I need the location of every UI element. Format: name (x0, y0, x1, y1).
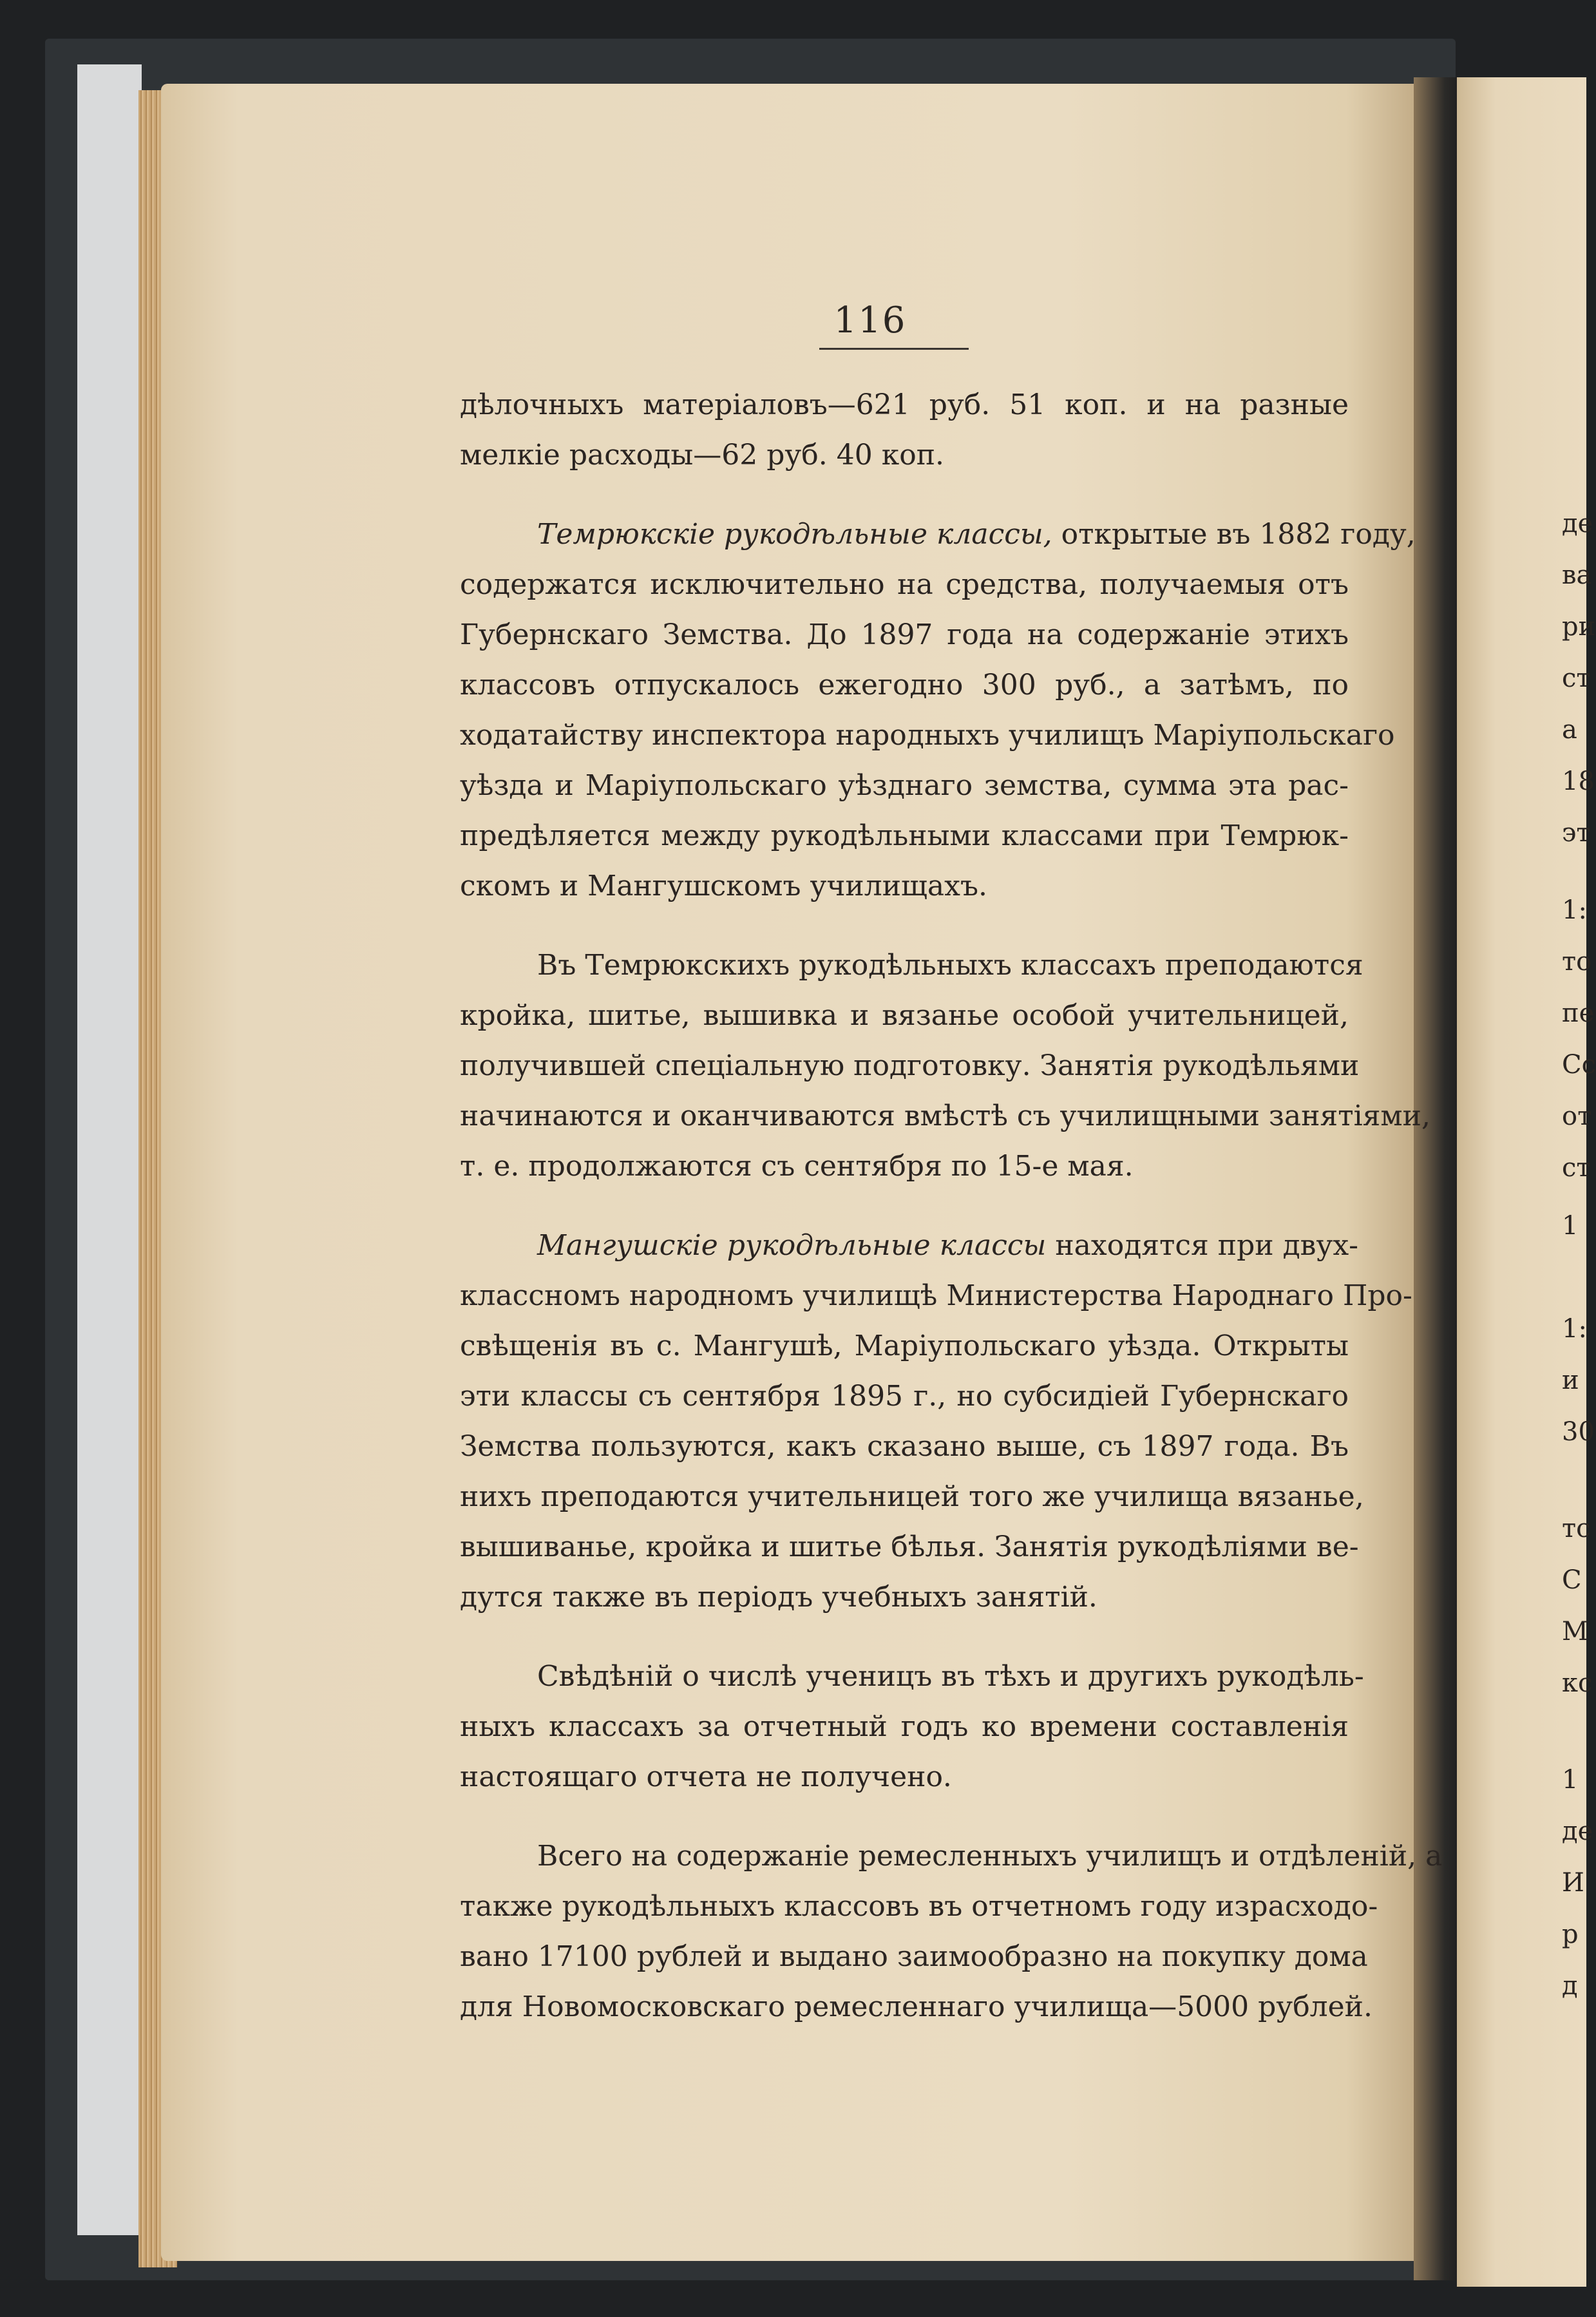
facing-page-fragment: де (1562, 1816, 1593, 1846)
line-text: ныхъ классахъ за отчетный годъ ко времени составленія (460, 1710, 1349, 1743)
facing-page-fragment: то (1562, 947, 1592, 977)
paragraph (460, 1652, 1364, 1802)
text-line (460, 1371, 1349, 1422)
text-line (460, 380, 1349, 430)
line-text: нихъ преподаются учительницей того же училища вязанье, (460, 1480, 1364, 1513)
line-text: кройка, шитье, вышивка и вязанье особой учительницей, (460, 999, 1349, 1032)
paragraph (460, 510, 1416, 911)
text-line (460, 1572, 1349, 1623)
facing-page-fragment: от (1562, 1101, 1592, 1131)
facing-page-fragment: де (1562, 509, 1593, 539)
text-line (460, 1752, 1349, 1802)
text-line (460, 811, 1349, 861)
facing-page-fragment: С (1562, 1565, 1582, 1595)
line-text: ходатайству инспектора народныхъ училищъ Маріупольскаго (460, 719, 1395, 752)
facing-page-fragment: кс (1562, 1668, 1593, 1698)
page-number-rule (819, 348, 969, 350)
paragraph (460, 940, 1430, 1192)
text-line (460, 1652, 1364, 1702)
line-text: предѣляется между рукодѣльными классами при Темрюк- (460, 819, 1349, 852)
facing-page-fragment: р (1562, 1920, 1579, 1949)
text-line (460, 1221, 1359, 1271)
body-text (460, 380, 1443, 2061)
line-text: для Новомосковскаго ремесленнаго училища—5000 рублей. (460, 1990, 1373, 2023)
text-line (460, 991, 1349, 1041)
line-text: также рукодѣльныхъ классовъ въ отчетномъ году израсходо- (460, 1890, 1378, 1923)
facing-page-fragment: М (1562, 1617, 1588, 1646)
line-text: Земства пользуются, какъ сказано выше, съ 1897 года. Въ (460, 1430, 1349, 1463)
facing-page-fragment: 1 (1562, 1765, 1579, 1795)
paragraph (460, 1221, 1412, 1623)
line-text: дѣлочныхъ матеріаловъ—621 руб. 51 коп. и на разные (460, 388, 1349, 421)
line-text: вано 17100 рублей и выдано заимообразно на покупку дома (460, 1940, 1368, 1973)
line-text: уѣзда и Маріупольскаго уѣзднаго земства, сумма эта рас- (460, 769, 1349, 802)
line-text: открытые въ 1882 году, (1052, 518, 1416, 551)
facing-page-fragment: ст (1562, 1153, 1591, 1183)
italic-heading: Мангушскіе рукодѣльные классы (537, 1229, 1047, 1262)
line-text: содержатся исключительно на средства, получаемыя отъ (460, 568, 1349, 601)
text-line (460, 1472, 1364, 1522)
line-text: Губернскаго Земства. До 1897 года на содержаніе этихъ (460, 618, 1349, 651)
line-text: вышиванье, кройка и шитье бѣлья. Занятія рукодѣліями ве- (460, 1530, 1359, 1563)
facing-page-fragment: тс (1562, 1514, 1591, 1543)
line-text: классномъ народномъ училищѣ Министерства Народнаго Про- (460, 1279, 1412, 1312)
line-text: т. е. продолжаются съ сентября по 15-е мая. (460, 1150, 1134, 1183)
line-text: Свѣдѣній о числѣ ученицъ въ тѣхъ и другихъ рукодѣль- (537, 1660, 1364, 1693)
facing-page-fragment: Сс (1562, 1050, 1596, 1080)
line-text: Въ Темрюкскихъ рукодѣльныхъ классахъ преподаются (537, 949, 1363, 982)
line-text: настоящаго отчета не получено. (460, 1760, 952, 1793)
paragraph (460, 380, 1349, 481)
text-line (460, 710, 1395, 761)
line-text: дутся также въ періодъ учебныхъ занятій. (460, 1581, 1097, 1614)
text-line (460, 1422, 1349, 1472)
text-line (460, 1141, 1349, 1192)
text-line (460, 560, 1349, 610)
facing-page-fragment: И (1562, 1868, 1584, 1898)
facing-page-fragment: 1: (1562, 895, 1587, 925)
text-line (460, 1522, 1359, 1572)
facing-page-fragment: пе (1562, 998, 1595, 1028)
text-line (460, 660, 1349, 710)
text-line (460, 610, 1349, 660)
text-line (460, 861, 1349, 911)
line-text: мелкіе расходы—62 руб. 40 коп. (460, 439, 945, 472)
line-text: получившей спеціальную подготовку. Занятія рукодѣльями (460, 1049, 1360, 1082)
facing-page-fragment: д (1562, 1971, 1578, 2001)
text-line (460, 1271, 1412, 1321)
facing-page-fragment: а (1562, 715, 1577, 745)
italic-heading: Темрюкскіе рукодѣльные классы, (537, 518, 1052, 551)
text-line (460, 1982, 1373, 2032)
text-line (460, 1321, 1349, 1371)
facing-page-fragment: и (1562, 1366, 1579, 1395)
text-line (460, 940, 1363, 991)
facing-page-fragment: 1 (1562, 1211, 1579, 1241)
line-text: Всего на содержаніе ремесленныхъ училищъ и отдѣленій, а (537, 1840, 1443, 1873)
line-text: находятся при двух- (1046, 1229, 1359, 1262)
paragraph (460, 1831, 1443, 2032)
line-text: скомъ и Мангушскомъ училищахъ. (460, 870, 987, 902)
text-line (460, 1831, 1443, 1882)
line-text: начинаются и оканчиваются вмѣстѣ съ училищными занятіями, (460, 1100, 1430, 1132)
text-line (460, 430, 1349, 481)
cover-inner-edge (77, 64, 142, 2235)
text-line (460, 1041, 1360, 1091)
text-line (460, 1932, 1368, 1982)
facing-page-fragment: 1: (1562, 1314, 1587, 1344)
text-line (460, 1702, 1349, 1752)
page-number: 116 (833, 300, 907, 341)
facing-page-fragment: ри (1562, 612, 1596, 642)
line-text: классовъ отпускалось ежегодно 300 руб., а затѣмъ, по (460, 669, 1349, 701)
text-line (460, 761, 1349, 811)
line-text: эти классы съ сентября 1895 г., но субсидіей Губернскаго (460, 1380, 1349, 1413)
text-line (460, 510, 1416, 560)
text-line (460, 1091, 1430, 1141)
text-line (460, 1882, 1378, 1932)
facing-page-fragment: ва (1562, 560, 1592, 590)
facing-page-fragment: эт (1562, 818, 1591, 848)
line-text: свѣщенія въ с. Мангушѣ, Маріупольскаго уѣзда. Открыты (460, 1330, 1349, 1362)
facing-page-fragment: ст (1562, 663, 1591, 693)
facing-page-fragment: 30 (1562, 1417, 1595, 1447)
facing-page-fragment: 18 (1562, 767, 1595, 796)
